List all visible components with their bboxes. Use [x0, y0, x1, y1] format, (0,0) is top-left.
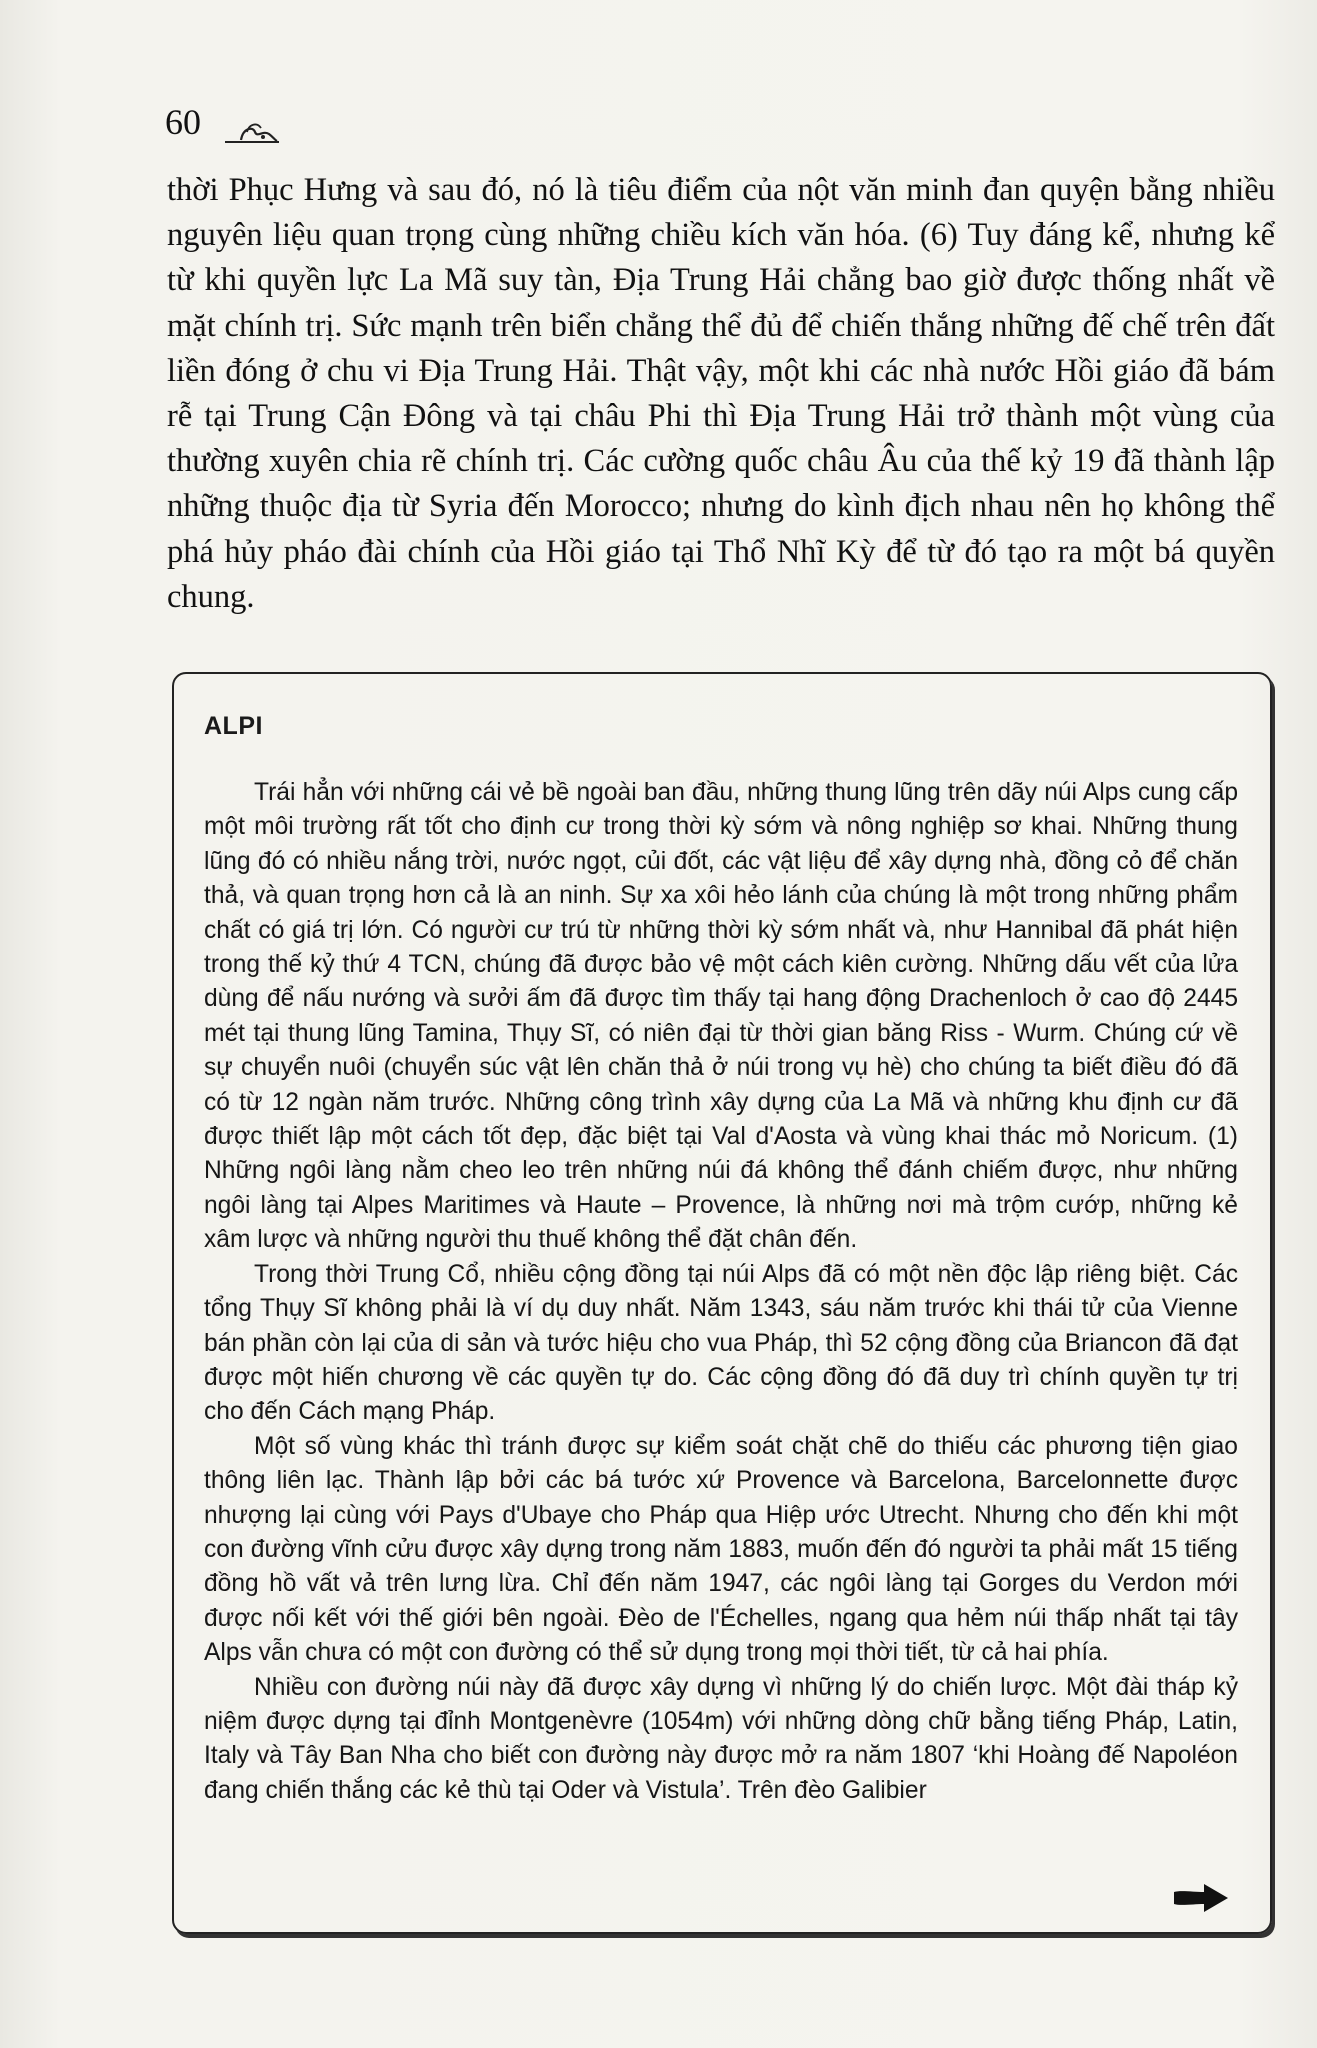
ornament-icon — [223, 120, 283, 146]
page-header — [165, 104, 283, 140]
box-paragraph: Trong thời Trung Cổ, nhiều cộng đồng tại núi Alps đã có một nền độc lập riêng biệt. Các tổng Thụy Sĩ không phải là ví dụ duy nhất. Năm 1343, sáu năm trước khi thái tử của Vienne bán phần còn lại của di sản và tước hiệu cho vua Pháp, thì 52 cộng đồng của Briancon đã đạt được một hiến chương về các quyền tự do. Các cộng đồng đó đã duy trì chính quyền tự trị cho đến Cách mạng Pháp. — [204, 1260, 1238, 1426]
box-paragraph: Trái hẳn với những cái vẻ bề ngoài ban đầu, những thung lũng trên dãy núi Alps cung cấp một môi trường rất tốt cho định cư trong thời kỳ sớm và nông nghiệp sơ khai. Những thung lũng đó có nhiều nắng trời, nước ngọt, củi đốt, các vật liệu để xây dựng nhà, đồng cỏ để chăn thả, và quan trọng hơn cả là an ninh. Sự xa xôi hẻo lánh của chúng là một trong những phẩm chất có giá trị lớn. Có người cư trú từ những thời kỳ sớm nhất và, như Hannibal đã phát hiện trong thế kỷ thứ 4 TCN, chúng đã được bảo vệ một cách kiên cường. Những dấu vết của lửa dùng để nấu nướng và sưởi ấm đã được tìm thấy tại hang động Drachenloch ở cao độ 2445 mét tại thung lũng Tamina, Thụy Sĩ, có niên đại từ thời gian băng Riss - Wurm. Chúng cứ về sự chuyển nuôi (chuyển súc vật lên chăn thả ở núi trong vụ hè) cho chúng ta biết điều đó đã có từ 12 ngàn năm trước. Những công trình xây dựng của La Mã và những khu định cư đã được thiết lập một cách tốt đẹp, đặc biệt tại Val d'Aosta và vùng khai thác mỏ Noricum. (1) Những ngôi làng nằm cheo leo trên những núi đá không thể đánh chiếm được, như những ngôi làng tại Alpes Maritimes và Haute – Provence, là những nơi mà trộm cướp, những kẻ xâm lược và những người thu thuế không thể đặt chân đến. — [204, 779, 1238, 1254]
box-paragraph: Nhiều con đường núi này đã được xây dựng vì những lý do chiến lược. Một đài tháp kỷ niệm được dựng tại đỉnh Montgenèvre (1054m) với những dòng chữ bằng tiếng Pháp, Latin, Italy và Tây Ban Nha cho biết con đường này được mở ra năm 1807 ‘khi Hoàng đế Napoléon đang chiến thắng các kẻ thù tại Oder và Vistula’. Trên đèo Galibier — [204, 1673, 1238, 1804]
arrow-right-icon — [1170, 1880, 1230, 1916]
main-paragraph: thời Phục Hưng và sau đó, nó là tiêu điểm của nột văn minh đan quyện bằng nhiều nguyên liệu quan trọng cùng những chiều kích văn hóa. (6) Tuy đáng kể, nhưng kể từ khi quyền lực La Mã suy tàn, Địa Trung Hải chẳng bao giờ được thống nhất về mặt chính trị. Sức mạnh trên biển chẳng thể đủ để chiến thắng những đế chế trên đất liền đóng ở chu vi Địa Trung Hải. Thật vậy, một khi các nhà nước Hồi giáo đã bám rễ tại Trung Cận Đông và tại châu Phi thì Địa Trung Hải trở thành một vùng của thường xuyên chia rẽ chính trị. Các cường quốc châu Âu của thế kỷ 19 đã thành lập những thuộc địa từ Syria đến Morocco; nhưng do kình địch nhau nên họ không thể phá hủy pháo đài chính của Hồi giáo tại Thổ Nhĩ Kỳ để từ đó tạo ra một bá quyền chung. — [167, 172, 1275, 615]
box-body — [204, 776, 1238, 1808]
box-title: ALPI — [204, 712, 263, 740]
sidebar-box — [172, 672, 1272, 1934]
page-number: 60 — [165, 102, 201, 142]
box-paragraph: Một số vùng khác thì tránh được sự kiểm soát chặt chẽ do thiếu các phương tiện giao thông liên lạc. Thành lập bởi các bá tước xứ Provence và Barcelona, Barcelonnette được nhượng lại cùng với Pays d'Ubaye cho Pháp qua Hiệp ước Utrecht. Nhưng cho đến khi một con đường vĩnh cửu được xây dựng trong năm 1883, muốn đến đó người ta phải mất 15 tiếng đồng hồ vất vả trên lưng lừa. Chỉ đến năm 1947, các ngôi làng tại Gorges du Verdon mới được nối kết với thế giới bên ngoài. Đèo de l'Échelles, ngang qua hẻm núi thấp nhất tại tây Alps vẫn chưa có một con đường có thể sử dụng trong mọi thời tiết, từ cả hai phía. — [204, 1432, 1238, 1667]
